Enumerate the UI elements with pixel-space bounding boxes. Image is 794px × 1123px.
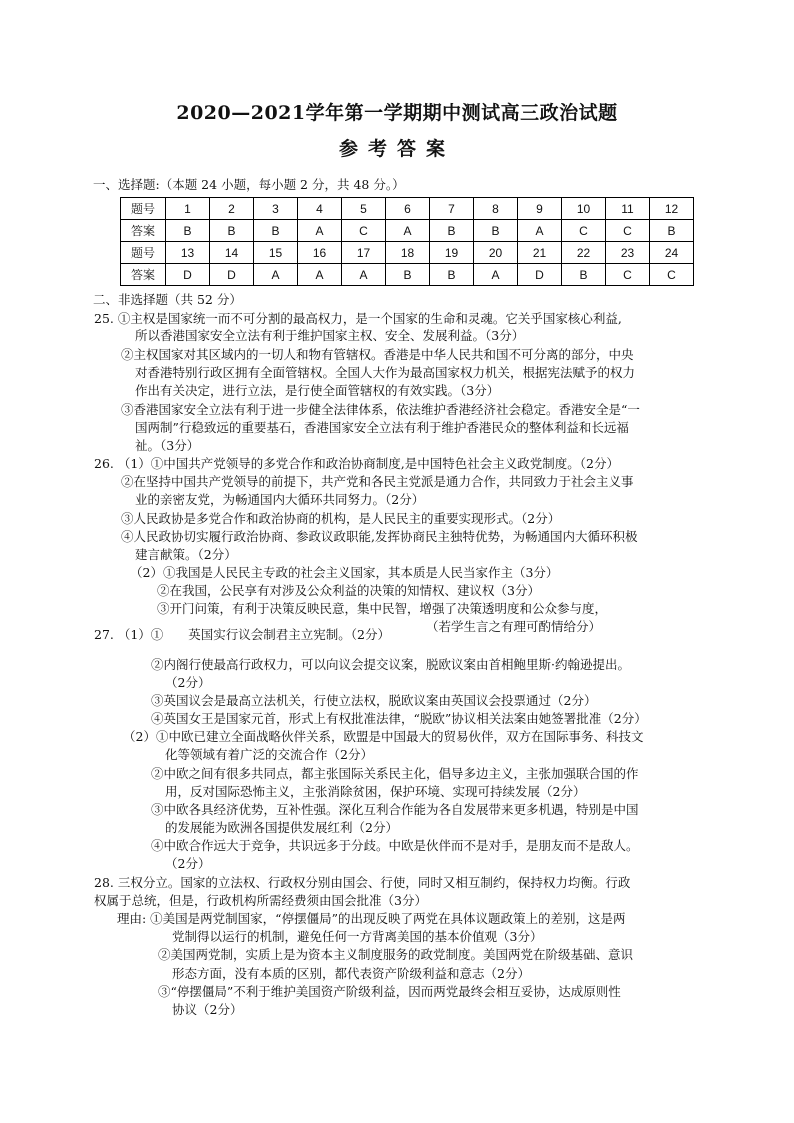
- answer-table-cell: B: [430, 264, 474, 286]
- answer-table-cell: D: [166, 264, 210, 286]
- answer-table-cell: A: [298, 220, 342, 242]
- page-subtitle: 参考答案: [338, 138, 455, 160]
- answer-table-cell: 24: [650, 242, 694, 264]
- answer-line: 25. ①主权是国家统一而不可分割的最高权力，是一个国家的生命和灵魂。它关乎国家核心利益,: [94, 311, 622, 326]
- section-heading-choice: 一、选择题:（本题 24 小题，每小题 2 分，共 48 分。）: [93, 177, 405, 192]
- answer-table-cell: 21: [518, 242, 562, 264]
- answer-line: 协议（2分）: [172, 1002, 243, 1017]
- answer-table-cell: B: [386, 264, 430, 286]
- answer-table-cell: 8: [474, 198, 518, 220]
- answer-table-cell: D: [518, 264, 562, 286]
- answer-table-row-label: 题号: [121, 198, 166, 220]
- answer-table-cell: 3: [254, 198, 298, 220]
- answer-line: 的发展能为欧洲各国提供发展红利（2分）: [165, 820, 398, 835]
- answer-table-cell: 5: [342, 198, 386, 220]
- answer-line: 作出有关决定，进行立法，是行使全面管辖权的有效实践。（3分）: [135, 383, 500, 398]
- answer-line: ②在坚持中国共产党领导的前提下，共产党和各民主党派是通力合作，共同致力于社会主义事: [121, 474, 634, 489]
- answer-table-cell: 9: [518, 198, 562, 220]
- answer-table-cell: C: [650, 264, 694, 286]
- answer-table-cell: 22: [562, 242, 606, 264]
- answer-line: 28. 三权分立。国家的立法权、行政权分别由国会、行使，同时又相互制约，保持权力均衡。行政: [94, 875, 631, 890]
- answer-line: ④人民政协切实履行政治协商、参政议政职能,发挥协商民主独特优势，为畅通国内大循环积极: [121, 529, 638, 544]
- answer-line: ③“停摆僵局”不利于维护美国资产阶级利益，因而两党最终会相互妥协，达成原则性: [158, 984, 621, 999]
- answer-line: ③英国议会是最高立法机关，行使立法权，脱欧议案由英国议会投票通过（2分）: [151, 693, 597, 708]
- answer-table-cell: B: [650, 220, 694, 242]
- answer-table-cell: B: [254, 220, 298, 242]
- answer-table-cell: 7: [430, 198, 474, 220]
- answer-table-cell: B: [430, 220, 474, 242]
- answer-line: （2）①我国是人民民主专政的社会主义国家，其本质是人民当家作主（3分）: [130, 565, 559, 580]
- answer-table-cell: A: [386, 220, 430, 242]
- answer-table-cell: C: [606, 220, 650, 242]
- answer-line: ②中欧之间有很多共同点，都主张国际关系民主化，倡导多边主义，主张加强联合国的作: [151, 766, 639, 781]
- answer-table-cell: A: [342, 264, 386, 286]
- answer-table-cell: C: [342, 220, 386, 242]
- answer-line: ②内阁行使最高行政权力，可以向议会提交议案，脱欧议案由首相鲍里斯·约翰逊提出。: [151, 657, 630, 672]
- answer-table-cell: 4: [298, 198, 342, 220]
- answer-line: 建言献策。（2分）: [135, 547, 237, 562]
- answer-table-cell: 14: [210, 242, 254, 264]
- answer-table-row: [121, 264, 694, 286]
- answer-line: ③中欧各具经济优势，互补性强。深化互利合作能为各自发展带来更多机遇，特别是中国: [151, 802, 639, 817]
- answer-line: 化等领域有着广泛的交流合作（2分）: [165, 747, 373, 762]
- answer-line: （2）①中欧已建立全面战略伙伴关系，欧盟是中国最大的贸易伙伴，双方在国际事务、科技文: [123, 729, 644, 744]
- answer-table-cell: B: [166, 220, 210, 242]
- answer-line: 国两制”行稳致远的重要基石，香港国家安全立法有利于维护香港民众的整体利益和长远福: [135, 420, 629, 435]
- answer-table-row: [121, 220, 694, 242]
- answer-table-cell: A: [254, 264, 298, 286]
- answer-table-cell: 19: [430, 242, 474, 264]
- page-title: 2020—2021学年第一学期期中测试高三政治试题: [176, 102, 618, 124]
- answer-table-cell: 20: [474, 242, 518, 264]
- answer-line: ③人民政协是多党合作和政治协商的机构，是人民民主的重要实现形式。（2分）: [121, 511, 561, 526]
- answer-table-row: [121, 242, 694, 264]
- answer-table-cell: 1: [166, 198, 210, 220]
- answer-table-cell: A: [474, 264, 518, 286]
- answer-table-cell: D: [210, 264, 254, 286]
- answer-line: 用，反对国际恐怖主义，主张消除贫困，保护环境、实现可持续发展（2分）: [165, 784, 586, 799]
- answer-table-cell: 18: [386, 242, 430, 264]
- answer-table-cell: 16: [298, 242, 342, 264]
- answer-table-cell: 6: [386, 198, 430, 220]
- answer-line: ③开门问策，有利于决策反映民意，集中民智，增强了决策透明度和公众参与度，: [157, 601, 608, 616]
- answer-table-row-label: 答案: [121, 220, 166, 242]
- answer-table-cell: A: [518, 220, 562, 242]
- answer-table-cell: 11: [606, 198, 650, 220]
- answer-table-cell: B: [210, 220, 254, 242]
- answer-line: 对香港特别行政区拥有全面管辖权。全国人大作为最高国家权力机关，根据宪法赋予的权力: [135, 365, 636, 380]
- answer-line: 祉。（3分）: [135, 438, 200, 453]
- answer-table-cell: C: [562, 220, 606, 242]
- answer-table-cell: 10: [562, 198, 606, 220]
- answer-table-cell: B: [562, 264, 606, 286]
- answer-line: 业的亲密友党，为畅通国内大循环共同努力。（2分）: [135, 492, 425, 507]
- section-heading-nonchoice: 二、非选择题（共 52 分）: [93, 292, 242, 307]
- answer-table-cell: 17: [342, 242, 386, 264]
- answer-line: ④中欧合作远大于竞争，共识远多于分歧。中欧是伙伴而不是对手，是朋友而不是敌人。: [151, 838, 639, 853]
- answer-line: 权属于总统，但是，行政机构所需经费须由国会批准（3分）: [94, 893, 427, 908]
- answer-table-row-label: 题号: [121, 242, 166, 264]
- answer-table-cell: B: [474, 220, 518, 242]
- answer-line: ③香港国家安全立法有利于进一步健全法律体系，依法维护香港经济社会稳定。香港安全是“一: [121, 402, 640, 417]
- answer-line: 理由: ①美国是两党制国家，“停摆僵局”的出现反映了两党在具体议题政策上的差别，这是两: [117, 911, 626, 926]
- answer-line: 党制得以运行的机制，避免任何一方背离美国的基本价值观（3分）: [172, 929, 543, 944]
- answer-line: 形态方面，没有本质的区别，都代表资产阶级利益和意志（2分）: [172, 966, 530, 981]
- answer-table-row: [121, 198, 694, 220]
- answer-table-cell: 15: [254, 242, 298, 264]
- answer-line: （若学生言之有理可酌情给分）: [426, 619, 602, 634]
- answer-line: 26. （1）①中国共产党领导的多党合作和政治协商制度,是中国特色社会主义政党制度。（2分）: [94, 456, 619, 471]
- answer-table-cell: A: [298, 264, 342, 286]
- answer-table-cell: C: [606, 264, 650, 286]
- answer-line: ②主权国家对其区域内的一切人和物有管辖权。香港是中华人民共和国不可分离的部分，中央: [121, 347, 634, 362]
- answer-table-cell: 13: [166, 242, 210, 264]
- answer-line: 所以香港国家安全立法有利于维护国家主权、安全、发展利益。（3分）: [135, 328, 525, 343]
- answer-line: （2分）: [165, 856, 211, 871]
- answer-table-cell: 2: [210, 198, 254, 220]
- answer-line: ④英国女王是国家元首，形式上有权批准法律，“脱欧”协议相关法案由她签署批准（2分）: [151, 711, 647, 726]
- answer-table: [120, 197, 694, 286]
- answer-line: ②在我国，公民享有对涉及公众利益的决策的知情权、建议权（3分）: [157, 583, 540, 598]
- answer-line: （2分）: [165, 675, 211, 690]
- answer-table-cell: 23: [606, 242, 650, 264]
- answer-line: 27. （1）① 英国实行议会制君主立宪制。（2分）: [94, 627, 391, 642]
- answer-table-cell: 12: [650, 198, 694, 220]
- answer-table-row-label: 答案: [121, 264, 166, 286]
- answer-line: ②美国两党制，实质上是为资本主义制度服务的政党制度。美国两党在阶级基础、意识: [158, 947, 634, 962]
